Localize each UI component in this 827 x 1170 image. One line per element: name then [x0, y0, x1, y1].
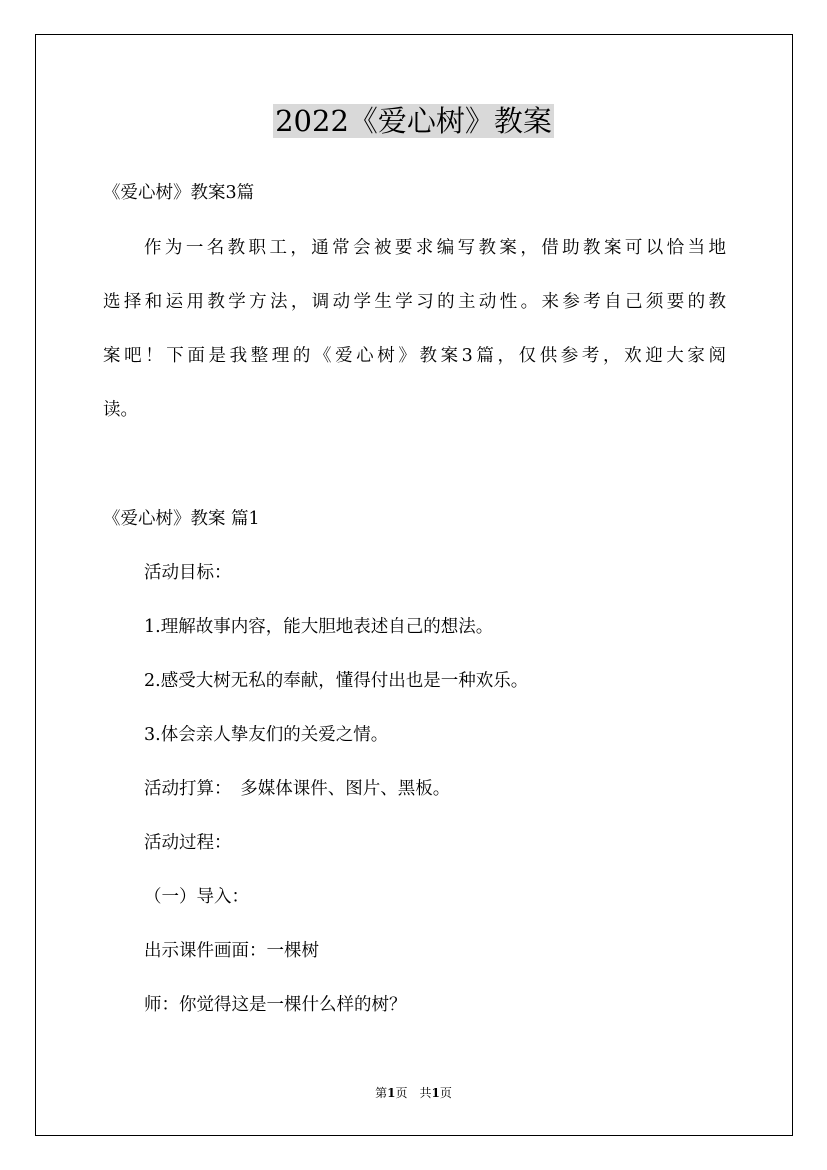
body-line-3: 2.感受大树无私的奉献，懂得付出也是一种欢乐。: [144, 671, 529, 691]
intro-line-2: [103, 290, 726, 314]
footer-page-total: 1: [431, 1086, 440, 1100]
document-title: 2022《爱心树》教案: [275, 104, 552, 138]
body-line-4: 3.体会亲人挚友们的关爱之情。: [144, 725, 389, 745]
intro-line-1: [144, 236, 726, 260]
body-line-5: 活动打算： 多媒体课件、图片、黑板。: [144, 779, 451, 799]
footer-page-prefix: 第: [375, 1086, 388, 1100]
body-line-7: （一）导入：: [144, 887, 249, 907]
footer-page-mid: 页 共: [395, 1086, 432, 1100]
intro-text-1: 作为一名教职工，通常会被要求编写教案，借助教案可以恰当地: [144, 238, 726, 258]
page-footer: [0, 1084, 827, 1101]
body-line-8: 出示课件画面：一棵树: [144, 941, 319, 961]
body-line-1: 活动目标：: [144, 563, 232, 583]
intro-text-2: 选择和运用教学方法，调动学生学习的主动性。来参考自己须要的教: [103, 292, 726, 312]
intro-text-3: 案吧！下面是我整理的《爱心树》教案3篇，仅供参考，欢迎大家阅: [103, 346, 726, 366]
intro-line-4: 读。: [103, 400, 138, 420]
intro-line-3: [103, 344, 726, 368]
body-line-9: 师：你觉得这是一棵什么样的树？: [144, 995, 407, 1015]
body-line-6: 活动过程：: [144, 833, 232, 853]
footer-page-suffix: 页: [439, 1086, 452, 1100]
section-heading: 《爱心树》教案 篇1: [103, 509, 260, 529]
footer-page-number: 1: [387, 1086, 396, 1100]
body-line-2: 1.理解故事内容，能大胆地表述自己的想法。: [144, 617, 494, 637]
subtitle: 《爱心树》教案3篇: [103, 183, 255, 203]
document-title-block: [0, 100, 827, 142]
